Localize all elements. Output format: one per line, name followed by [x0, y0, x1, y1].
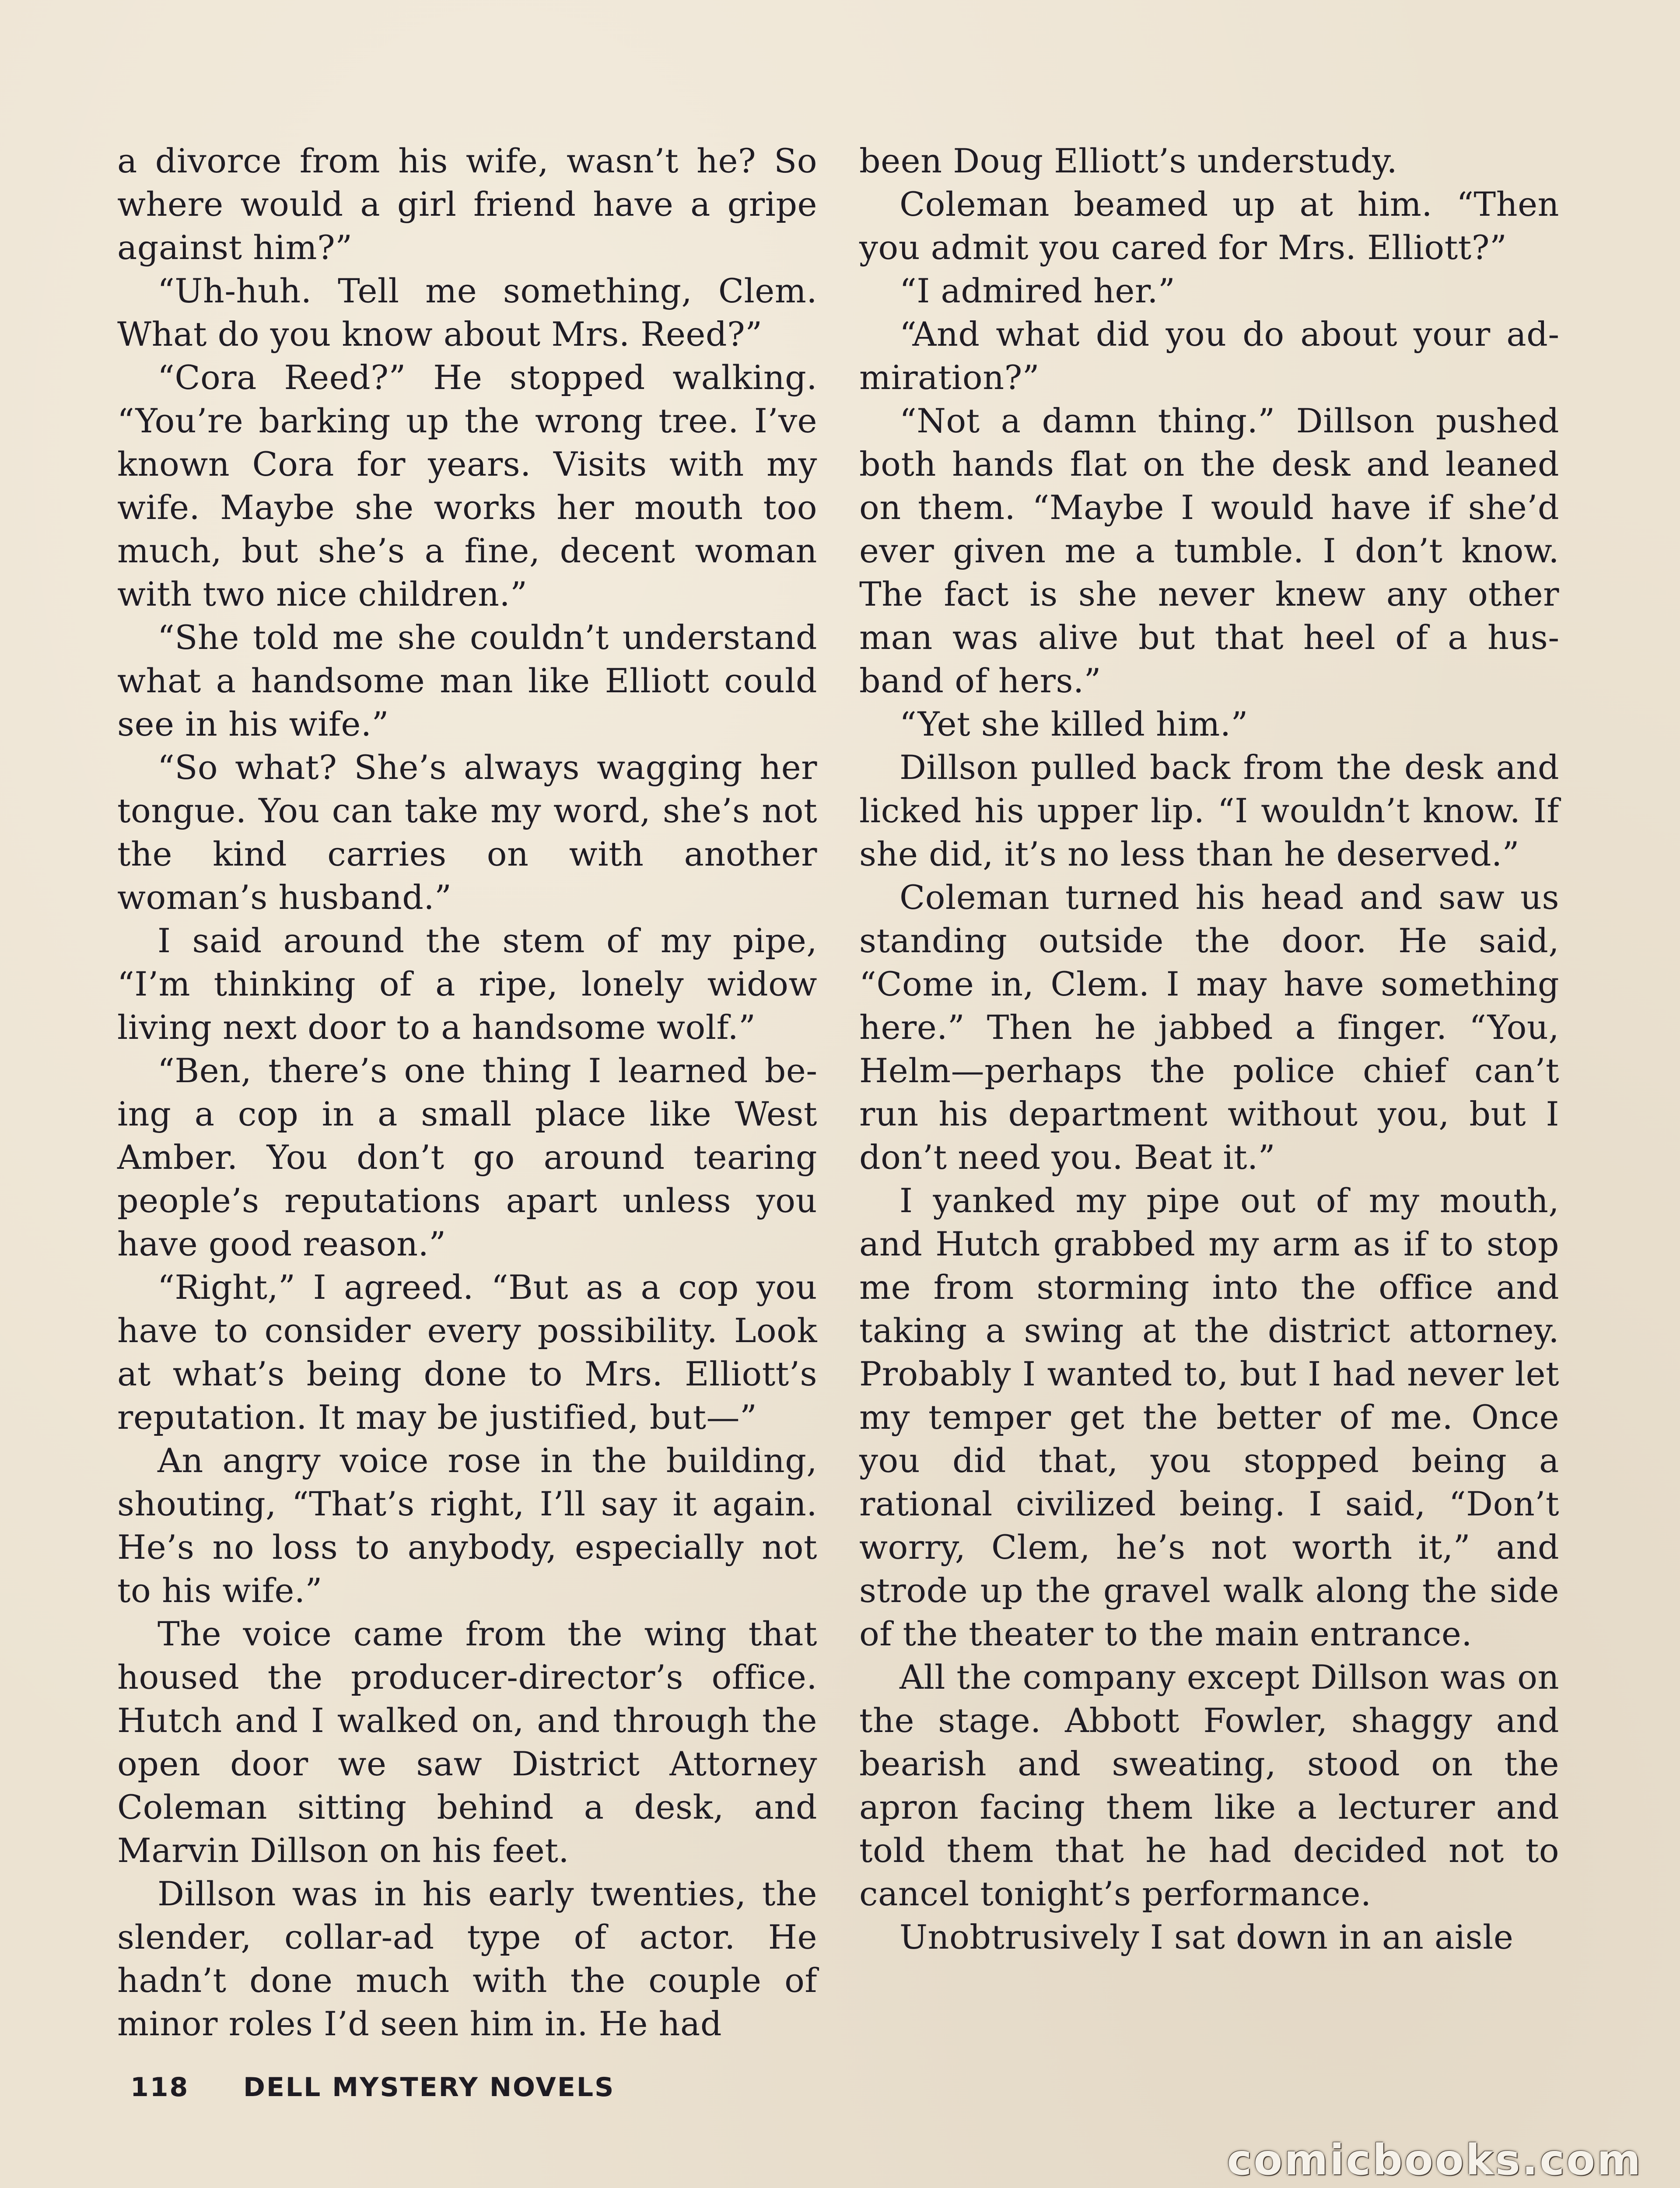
running-title: DELL MYSTERY NOVELS — [243, 2072, 615, 2103]
paragraph: Unobtrusively I sat down in an aisle — [900, 1918, 1514, 1957]
paragraph: “Cora Reed?” He stopped walking. “You’re barking up the wrong tree. I’ve known Cora for years. Visits with my wife. Maybe she works her mouth too much, but she’s a fine, decent woman with two nice children.” — [117, 358, 817, 614]
paragraph: “Not a damn thing.” Dillson pushed both hands flat on the desk and leaned on them. “Maybe I would have if she’d ever given me a tumble. I don’t know. The fact is she never knew any other man was alive but that heel of a husband of hers.” — [859, 401, 1559, 700]
paragraph: An angry voice rose in the building, shouting, “That’s right, I’ll say it again. He’s no loss to anybody, especially not to his wife.” — [117, 1441, 817, 1610]
left-text-column — [117, 139, 817, 2045]
page-footer — [130, 2072, 615, 2103]
paragraph: been Doug Elliott’s understudy. — [859, 141, 1398, 180]
page-number: 118 — [130, 2072, 189, 2103]
right-text-column — [859, 139, 1559, 1959]
paragraph: I yanked my pipe out of my mouth, and Hutch grabbed my arm as if to stop me from storming into the office and taking a swing at the district attorney. Probably I wanted to, but I had never let my temper get the better of me. Once you did that, you stopped being a rational civilized being. I said, “Don’t worry, Clem, he’s not worth it,” and strode up the gravel walk along the side of the theater to the main entrance. — [859, 1181, 1559, 1653]
paragraph: “Uh-huh. Tell me something, Clem. What do you know about Mrs. Reed?” — [117, 271, 817, 354]
paragraph: I said around the stem of my pipe, “I’m thinking of a ripe, lonely widow living next door to a handsome wolf.” — [117, 921, 817, 1047]
paragraph: “And what did you do about your admiration?” — [859, 315, 1559, 397]
paragraph: The voice came from the wing that housed the producer-director’s office. Hutch and I walked on, and through the open door we saw District Attorney Coleman sitting behind a desk, and Marvin Dillson on his feet. — [117, 1614, 817, 1870]
paragraph: Dillson was in his early twenties, the slender, collar-ad type of actor. He hadn’t done much with the couple of minor roles I’d seen him in. He had — [117, 1874, 817, 2043]
paragraph: “Yet she killed him.” — [900, 705, 1248, 743]
paragraph: a divorce from his wife, wasn’t he? So where would a girl friend have a gripe against him?” — [117, 141, 817, 267]
paragraph: “So what? She’s always wagging her tongue. You can take my word, she’s not the kind carries on with another woman’s husband.” — [117, 748, 817, 917]
paragraph: Coleman turned his head and saw us standing outside the door. He said, “Come in, Clem. I may have something here.” Then he jabbed a finger. “You, Helm—perhaps the police chief can’t run his department without you, but I don’t need you. Beat it.” — [859, 878, 1559, 1177]
site-watermark: comicbooks.com — [1227, 2135, 1642, 2184]
paragraph: Coleman beamed up at him. “Then you admit you cared for Mrs. Elliott?” — [859, 185, 1559, 267]
paragraph: Dillson pulled back from the desk and licked his upper lip. “I wouldn’t know. If she did, it’s no less than he deserved.” — [859, 748, 1559, 873]
paragraph: “I admired her.” — [900, 271, 1176, 310]
paragraph: “She told me she couldn’t understand what a handsome man like Elliott could see in his wife.” — [117, 618, 817, 743]
paragraph: “Ben, there’s one thing I learned being a cop in a small place like West Amber. You don’t go around tearing people’s reputations apart unless you have good reason.” — [117, 1051, 817, 1263]
paragraph: All the company except Dillson was on the stage. Abbott Fowler, shaggy and bearish and sweating, stood on the apron facing them like a lecturer and told them that he had decided not to cancel tonight’s performance. — [859, 1658, 1559, 1913]
paragraph: “Right,” I agreed. “But as a cop you have to consider every possibility. Look at what’s being done to Mrs. Elliott’s reputation. It may be justified, but—” — [117, 1268, 817, 1437]
